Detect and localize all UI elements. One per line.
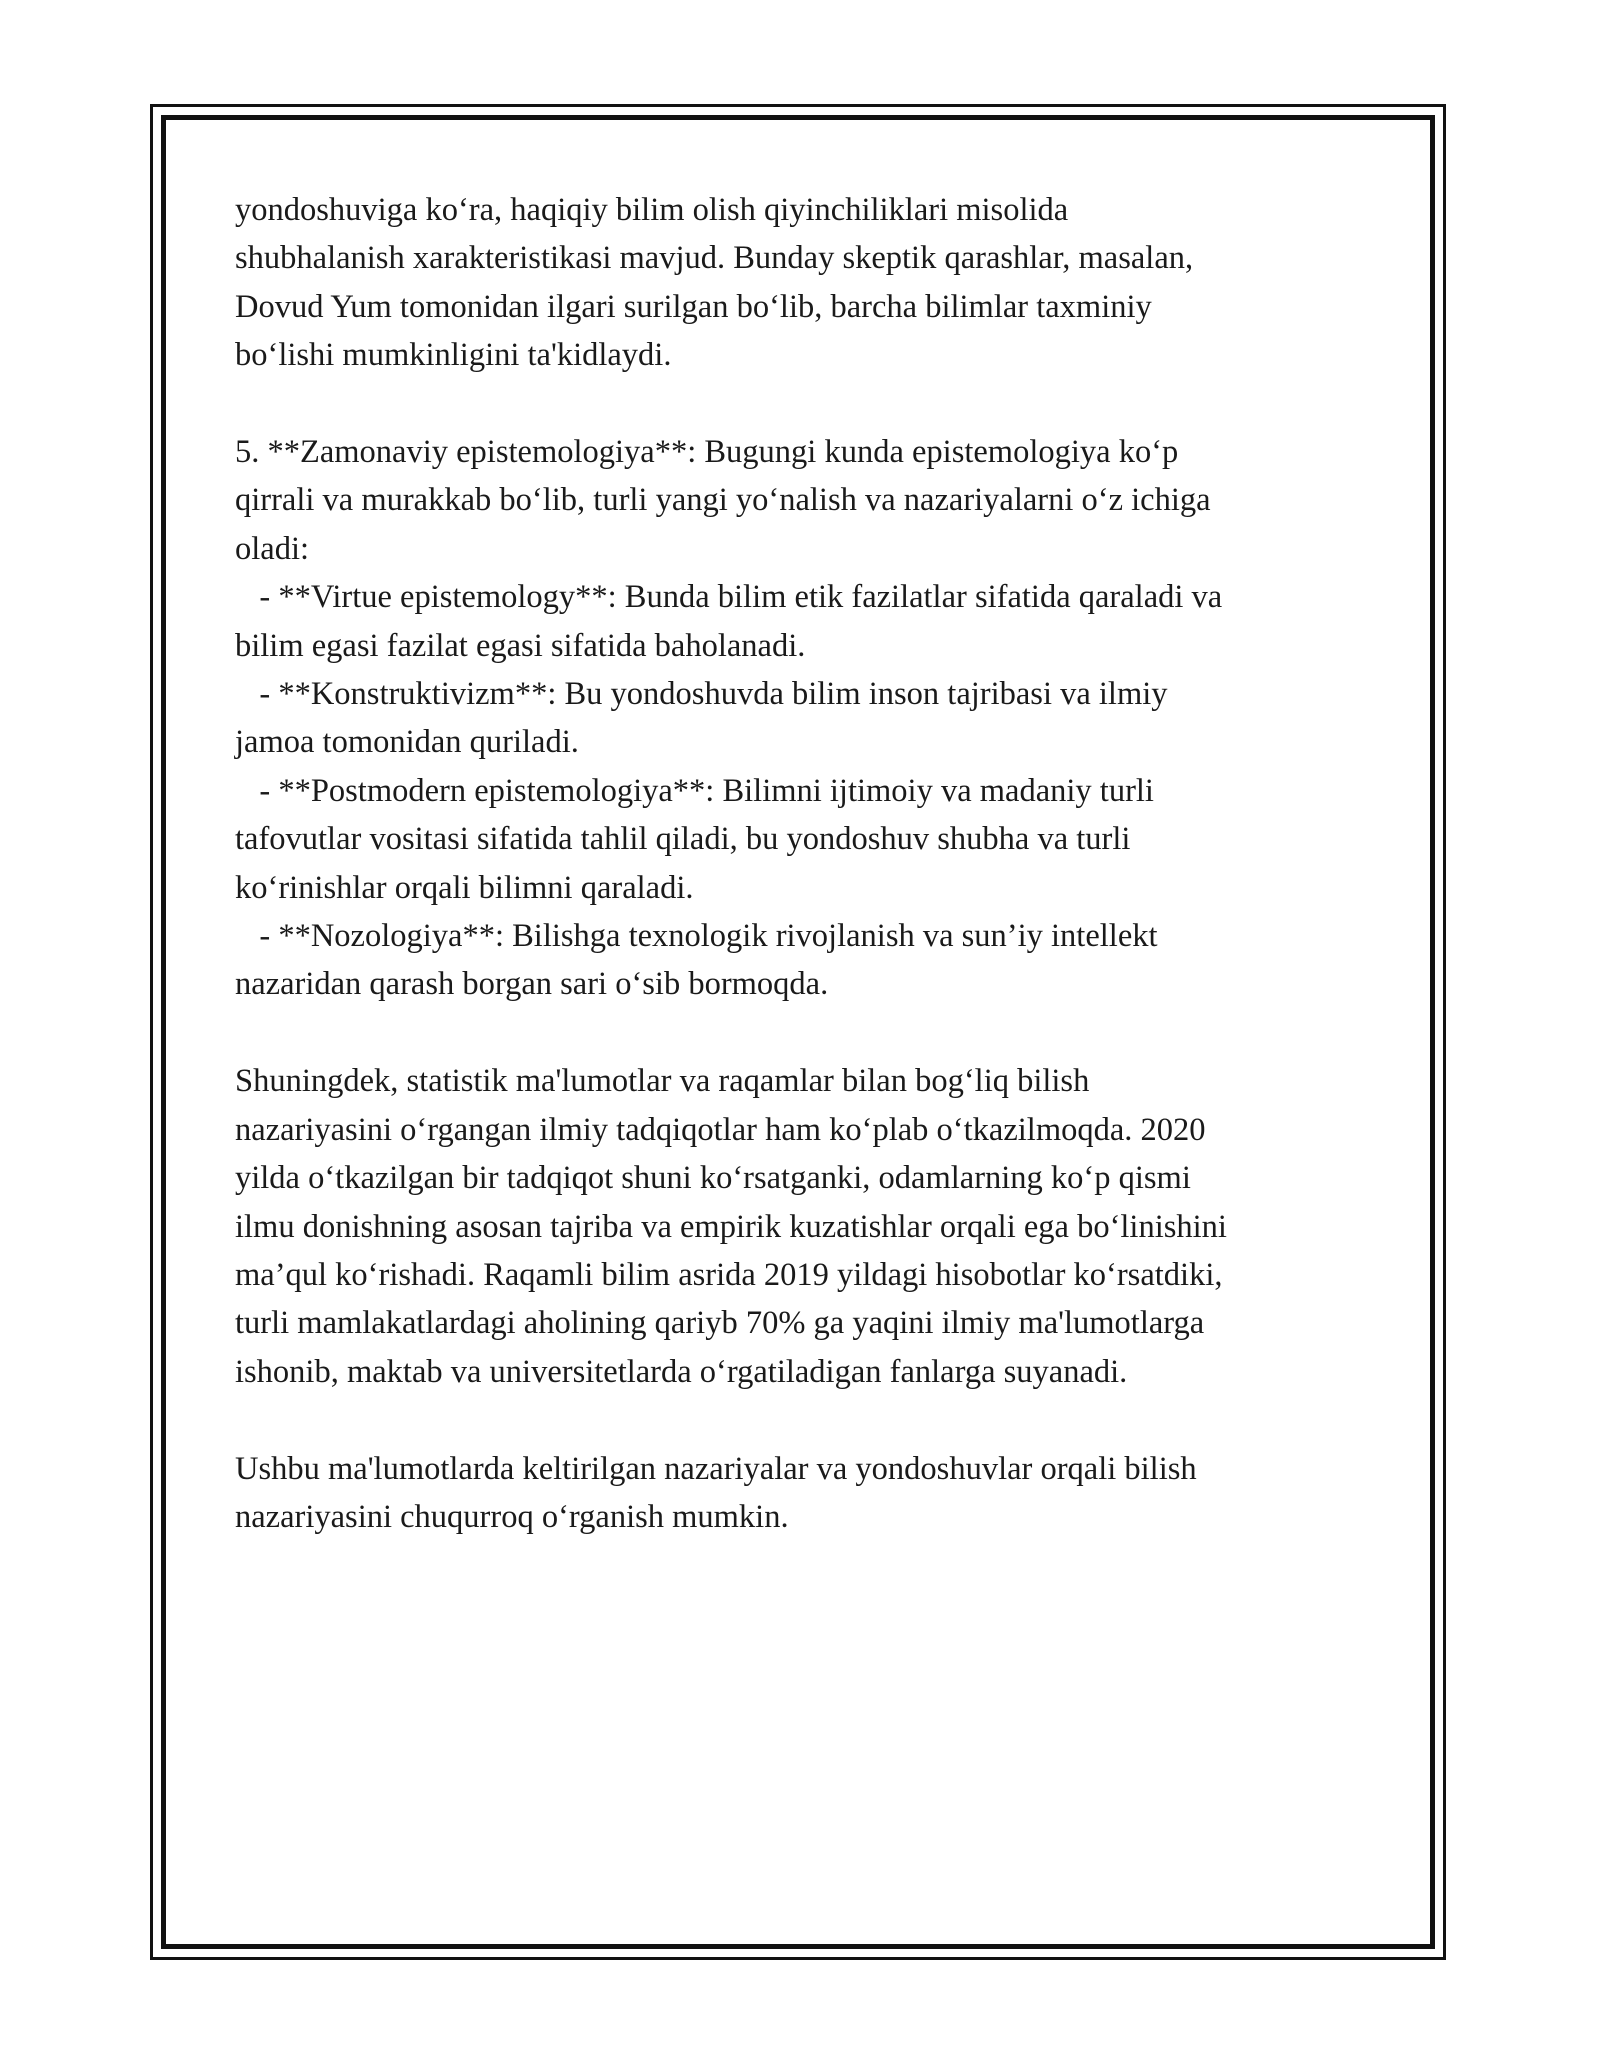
text-line: ishonib, maktab va universitetlarda o‘rgatiladigan fanlarga suyanadi. <box>235 1353 1128 1390</box>
text-line: nazaridan qarash borgan sari o‘sib bormoqda. <box>235 966 829 1003</box>
paragraph-gap <box>235 1009 1365 1057</box>
text-line: Shuningdek, statistik ma'lumotlar va raqamlar bilan bog‘liq bilish <box>235 1063 1090 1100</box>
text-line: ko‘rinishlar orqali bilimni qaraladi. <box>235 869 694 906</box>
text-line: nazariyasini o‘rgangan ilmiy tadqiqotlar ham ko‘plab o‘tkazilmoqda. 2020 <box>235 1111 1206 1148</box>
paragraph-gap <box>235 1396 1365 1444</box>
paragraph-gap <box>235 380 1365 428</box>
text-line: tafovutlar vositasi sifatida tahlil qiladi, bu yondoshuv shubha va turli <box>235 821 1131 858</box>
paragraph-modern-epistemology <box>235 428 1365 1009</box>
text-line: Dovud Yum tomonidan ilgari surilgan bo‘lib, barcha bilimlar taxminiy <box>235 288 1152 325</box>
list-item-line: - **Konstruktivizm**: Bu yondoshuvda bilim inson tajribasi va ilmiy <box>235 676 1168 713</box>
paragraph-statistics <box>235 1057 1365 1396</box>
text-line: qirrali va murakkab bo‘lib, turli yangi yo‘nalish va nazariyalarni o‘z ichiga <box>235 482 1211 519</box>
document-body <box>235 186 1365 1541</box>
list-item-line: - **Postmodern epistemologiya**: Bilimni ijtimoiy va madaniy turli <box>235 772 1154 809</box>
text-line: oladi: <box>235 530 310 567</box>
text-line: yilda o‘tkazilgan bir tadqiqot shuni ko‘rsatganki, odamlarning ko‘p qismi <box>235 1160 1191 1197</box>
text-line: bilim egasi fazilat egasi sifatida baholanadi. <box>235 627 806 664</box>
text-line: shubhalanish xarakteristikasi mavjud. Bunday skeptik qarashlar, masalan, <box>235 240 1194 277</box>
text-line: yondoshuviga ko‘ra, haqiqiy bilim olish qiyinchiliklari misolida <box>235 192 1069 228</box>
text-line: Ushbu ma'lumotlarda keltirilgan nazariyalar va yondoshuvlar orqali bilish <box>235 1450 1197 1487</box>
text-line: ma’qul ko‘rishadi. Raqamli bilim asrida 2019 yildagi hisobotlar ko‘rsatdiki, <box>235 1256 1223 1293</box>
text-line: ilmu donishning asosan tajriba va empirik kuzatishlar orqali ega bo‘linishini <box>235 1208 1227 1245</box>
text-line: bo‘lishi mumkinligini ta'kidlaydi. <box>235 337 672 374</box>
text-line: turli mamlakatlardagi aholining qariyb 70% ga yaqini ilmiy ma'lumotlarga <box>235 1305 1205 1342</box>
paragraph-skepticism <box>235 186 1365 380</box>
text-line: 5. **Zamonaviy epistemologiya**: Bugungi kunda epistemologiya ko‘p <box>235 434 1179 471</box>
paragraph-conclusion <box>235 1445 1365 1542</box>
list-item-line: - **Nozologiya**: Bilishga texnologik rivojlanish va sun’iy intellekt <box>235 918 1158 955</box>
list-item-line: - **Virtue epistemology**: Bunda bilim etik fazilatlar sifatida qaraladi va <box>235 579 1223 616</box>
text-line: nazariyasini chuqurroq o‘rganish mumkin. <box>235 1498 789 1535</box>
text-line: jamoa tomonidan quriladi. <box>235 724 579 761</box>
